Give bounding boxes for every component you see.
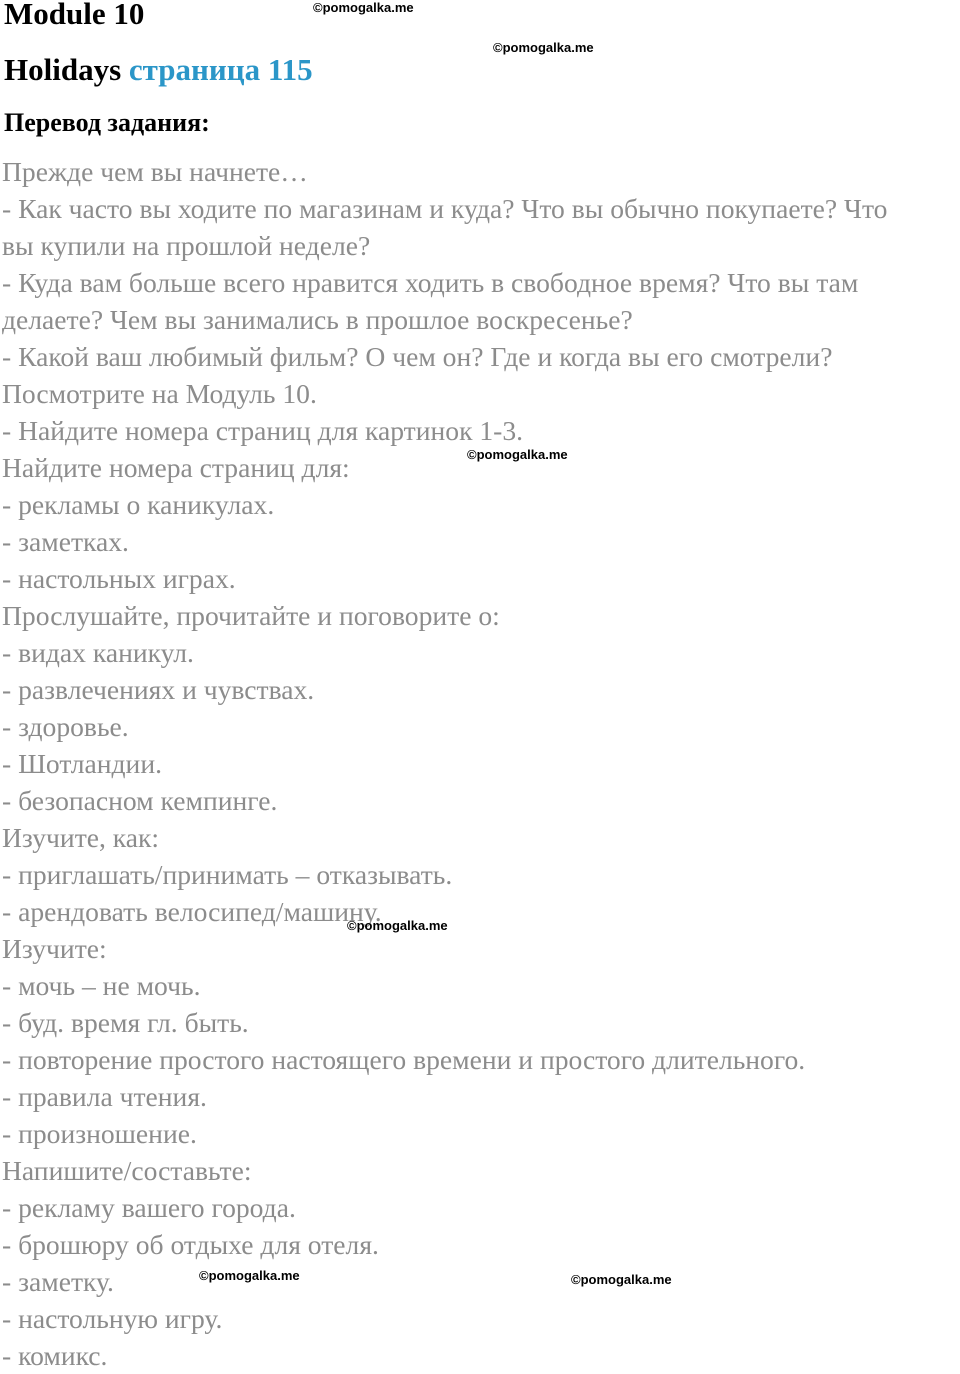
- watermark: ©pomogalka.me: [493, 40, 594, 55]
- text-line: - правила чтения.: [2, 1081, 207, 1112]
- text-line: - Найдите номера страниц для картинок 1-3.: [2, 415, 524, 446]
- text-line: - настольных играх.: [2, 563, 236, 594]
- text-line: - безопасном кемпинге.: [2, 785, 278, 816]
- text-line: - видах каникул.: [2, 637, 194, 668]
- text-line: Прослушайте, прочитайте и поговорите о:: [2, 600, 500, 631]
- text-line: - Какой ваш любимый фильм? О чем он? Где и когда вы его смотрели?: [2, 341, 833, 372]
- text-line: - рекламы о каникулах.: [2, 489, 275, 520]
- text-line: - мочь – не мочь.: [2, 970, 201, 1001]
- text-line: - арендовать велосипед/машину.: [2, 896, 382, 927]
- module-title: Module 10: [4, 0, 145, 31]
- watermark: ©pomogalka.me: [467, 447, 568, 462]
- section-heading: Перевод задания:: [4, 108, 210, 137]
- watermark: ©pomogalka.me: [571, 1272, 672, 1287]
- text-line: - буд. время гл. быть.: [2, 1007, 249, 1038]
- text-line: Посмотрите на Модуль 10.: [2, 378, 317, 409]
- page-reference: страница 115: [128, 52, 313, 87]
- text-line: - Как часто вы ходите по магазинам и куда? Что вы обычно покупаете? Что: [2, 193, 888, 224]
- text-line: вы купили на прошлой неделе?: [2, 230, 371, 261]
- text-line: - повторение простого настоящего времени и простого длительного.: [2, 1044, 806, 1075]
- text-line: - заметках.: [2, 526, 129, 557]
- text-line: - здоровье.: [2, 711, 129, 742]
- text-line: - рекламу вашего города.: [2, 1192, 296, 1223]
- text-line: - Куда вам больше всего нравится ходить в свободное время? Что вы там: [2, 267, 859, 298]
- topic-label: Holidays: [4, 52, 122, 87]
- text-line: Найдите номера страниц для:: [2, 452, 350, 483]
- text-line: Изучите:: [2, 933, 107, 964]
- watermark: ©pomogalka.me: [313, 0, 414, 15]
- text-line: - произношение.: [2, 1118, 197, 1149]
- text-line: Напишите/составьте:: [2, 1155, 252, 1186]
- watermark: ©pomogalka.me: [347, 918, 448, 933]
- text-line: - приглашать/принимать – отказывать.: [2, 859, 453, 890]
- text-line: Изучите, как:: [2, 822, 160, 853]
- topic-title: [4, 50, 313, 90]
- text-line: - брошюру об отдыхе для отеля.: [2, 1229, 379, 1260]
- translation-text: [2, 153, 960, 1374]
- text-line: - заметку.: [2, 1266, 114, 1297]
- text-line: Прежде чем вы начнете…: [2, 156, 308, 187]
- watermark: ©pomogalka.me: [199, 1268, 300, 1283]
- text-line: делаете? Чем вы занимались в прошлое воскресенье?: [2, 304, 633, 335]
- text-line: - настольную игру.: [2, 1303, 223, 1334]
- text-line: - комикс.: [2, 1340, 108, 1371]
- text-line: - развлечениях и чувствах.: [2, 674, 315, 705]
- text-line: - Шотландии.: [2, 748, 162, 779]
